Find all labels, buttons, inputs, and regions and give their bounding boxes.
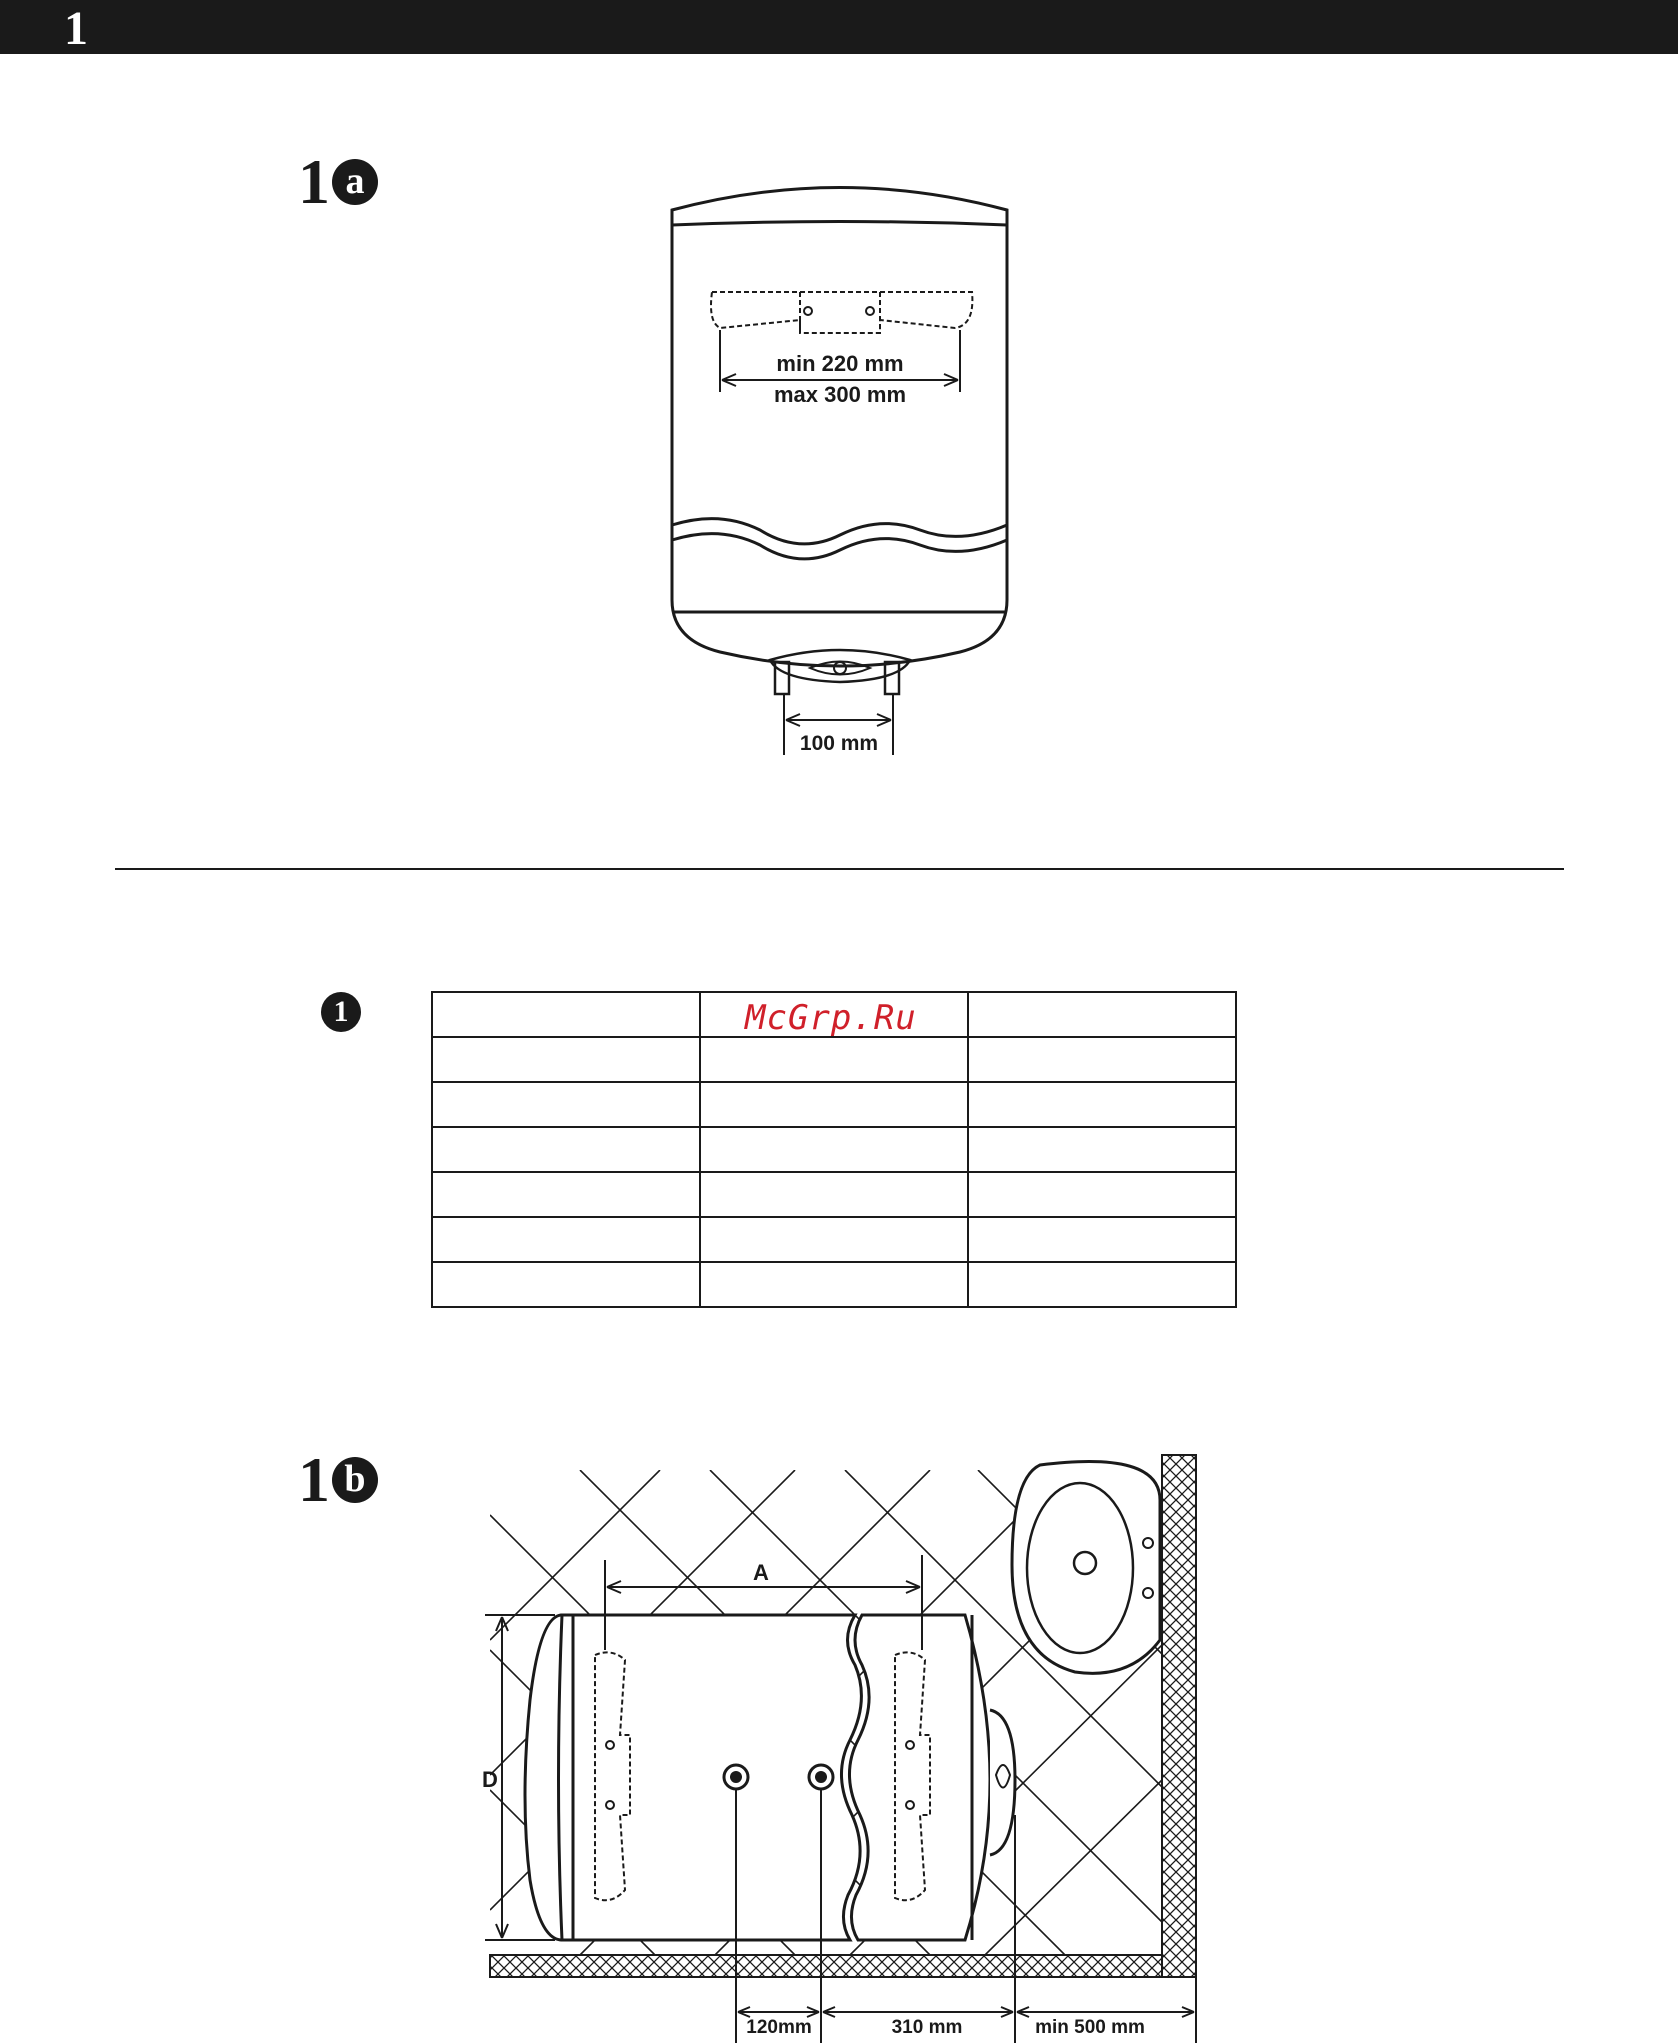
spec-table-badge: 1 <box>321 992 361 1032</box>
figure-1b-letter-badge: b <box>332 1457 378 1503</box>
pipe-spacing-label: 100 mm <box>799 732 879 755</box>
dim-min500-label: min 500 mm <box>1035 2017 1145 2038</box>
washbasin-drain <box>1074 1552 1096 1574</box>
bracket-min-label: min 220 mm <box>776 351 904 376</box>
bracket-max-label: max 300 mm <box>773 382 907 407</box>
washbasin-tap-hole-top <box>1143 1538 1153 1548</box>
heater-right-section <box>849 1615 990 1940</box>
pipe-connection-left-core <box>730 1771 742 1783</box>
watermark-text: McGrp.Ru <box>745 998 917 1038</box>
dim-120-label: 120mm <box>746 2017 812 2038</box>
page-number: 1 <box>64 2 88 55</box>
pipe-connection-right-core <box>815 1771 827 1783</box>
dim-a-label: A <box>753 1560 769 1585</box>
washbasin-tap-hole-bottom <box>1143 1588 1153 1598</box>
figure-1b-digit: 1 <box>298 1444 330 1515</box>
figure-1a-letter-badge: a <box>332 159 378 205</box>
figure-1a-digit: 1 <box>298 146 330 217</box>
side-wall-hatch <box>1162 1455 1196 1977</box>
heater-left-endcap <box>525 1615 562 1940</box>
dim-d-label: D <box>482 1767 498 1792</box>
dim-310-label: 310 mm <box>891 2017 963 2038</box>
floor-hatch <box>490 1955 1162 1977</box>
